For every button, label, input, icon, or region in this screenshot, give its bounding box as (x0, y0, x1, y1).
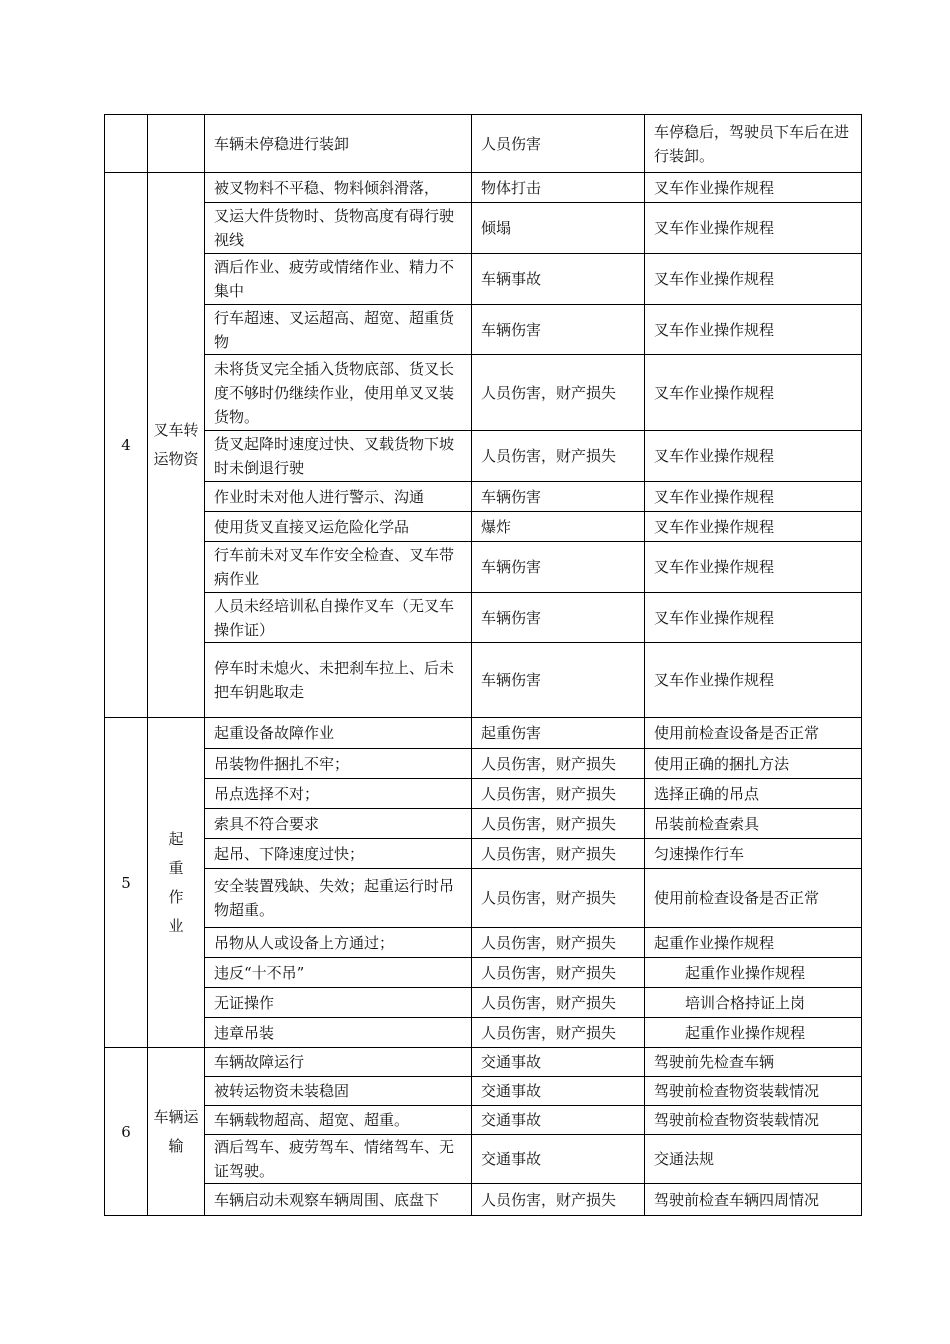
table-row (105, 1135, 862, 1184)
consequence-cell: 人员伤害，财产损失 (472, 809, 645, 839)
measure-cell: 叉车作业操作规程 (645, 305, 862, 355)
measure-cell: 叉车作业操作规程 (645, 203, 862, 254)
hazard-cell: 吊点选择不对； (205, 779, 472, 809)
consequence-cell: 人员伤害，财产损失 (472, 958, 645, 988)
hazard-cell: 货叉起降时速度过快、叉载货物下坡时未倒退行驶 (205, 431, 472, 482)
consequence-cell: 车辆伤害 (472, 542, 645, 593)
activity-cell (148, 115, 205, 173)
table-row (105, 593, 862, 643)
consequence-cell: 人员伤害，财产损失 (472, 1184, 645, 1216)
measure-cell: 起重作业操作规程 (645, 928, 862, 958)
measure-cell: 使用前检查设备是否正常 (645, 869, 862, 928)
hazard-cell: 起吊、下降速度过快； (205, 839, 472, 869)
activity-label: 车辆运输 (153, 1107, 199, 1155)
table-row (105, 115, 862, 173)
measure-cell: 驾驶前先检查车辆 (645, 1048, 862, 1077)
consequence-cell: 起重伤害 (472, 718, 645, 749)
hazard-cell: 车辆启动未观察车辆周围、底盘下 (205, 1184, 472, 1216)
consequence-cell: 车辆伤害 (472, 643, 645, 718)
hazard-cell: 吊物从人或设备上方通过； (205, 928, 472, 958)
hazard-cell: 车辆未停稳进行装卸 (205, 115, 472, 173)
table-row (105, 1018, 862, 1048)
table-row (105, 355, 862, 431)
risk-table (104, 114, 862, 1216)
hazard-cell: 车辆载物超高、超宽、超重。 (205, 1106, 472, 1135)
table-row (105, 928, 862, 958)
measure-cell: 选择正确的吊点 (645, 779, 862, 809)
hazard-cell: 无证操作 (205, 988, 472, 1018)
activity-cell (148, 718, 205, 1048)
hazard-cell: 吊装物件捆扎不牢； (205, 749, 472, 779)
hazard-cell: 索具不符合要求 (205, 809, 472, 839)
activity-label: 叉车转运物资 (153, 421, 199, 468)
hazard-cell: 违反“十不吊” (205, 958, 472, 988)
table-row (105, 1106, 862, 1135)
consequence-cell: 人员伤害，财产损失 (472, 355, 645, 431)
table-row (105, 958, 862, 988)
hazard-cell: 行车超速、叉运超高、超宽、超重货物 (205, 305, 472, 355)
measure-cell: 吊装前检查索具 (645, 809, 862, 839)
measure-cell: 叉车作业操作规程 (645, 482, 862, 512)
consequence-cell: 车辆伤害 (472, 482, 645, 512)
group-number-cell: 6 (105, 1048, 148, 1216)
activity-cell (148, 1048, 205, 1216)
measure-cell: 车停稳后，驾驶员下车后在进行装卸。 (645, 115, 862, 173)
hazard-cell: 未将货叉完全插入货物底部、货叉长度不够时仍继续作业，使用单叉叉装货物。 (205, 355, 472, 431)
table-row (105, 1184, 862, 1216)
consequence-cell: 人员伤害，财产损失 (472, 928, 645, 958)
measure-cell: 叉车作业操作规程 (645, 173, 862, 203)
table-row (105, 869, 862, 928)
table-row (105, 718, 862, 749)
consequence-cell: 人员伤害，财产损失 (472, 869, 645, 928)
table-row (105, 512, 862, 542)
consequence-cell: 物体打击 (472, 173, 645, 203)
hazard-cell: 人员未经培训私自操作叉车（无叉车操作证） (205, 593, 472, 643)
measure-cell: 使用前检查设备是否正常 (645, 718, 862, 749)
table-row (105, 431, 862, 482)
group-number-cell: 4 (105, 173, 148, 718)
measure-cell: 叉车作业操作规程 (645, 254, 862, 305)
table-row (105, 254, 862, 305)
table-row (105, 173, 862, 203)
hazard-cell: 车辆故障运行 (205, 1048, 472, 1077)
measure-cell: 叉车作业操作规程 (645, 431, 862, 482)
measure-cell: 叉车作业操作规程 (645, 512, 862, 542)
measure-cell: 叉车作业操作规程 (645, 643, 862, 718)
measure-cell: 叉车作业操作规程 (645, 542, 862, 593)
hazard-cell: 酒后驾车、疲劳驾车、情绪驾车、无证驾驶。 (205, 1135, 472, 1184)
consequence-cell: 人员伤害，财产损失 (472, 839, 645, 869)
measure-cell: 叉车作业操作规程 (645, 355, 862, 431)
table-row (105, 203, 862, 254)
table-row (105, 542, 862, 593)
consequence-cell: 爆炸 (472, 512, 645, 542)
consequence-cell: 车辆事故 (472, 254, 645, 305)
hazard-cell: 使用货叉直接叉运危险化学品 (205, 512, 472, 542)
consequence-cell: 人员伤害，财产损失 (472, 749, 645, 779)
table-row (105, 305, 862, 355)
consequence-cell: 人员伤害，财产损失 (472, 779, 645, 809)
consequence-cell: 车辆伤害 (472, 593, 645, 643)
table-row (105, 809, 862, 839)
hazard-cell: 安全装置残缺、失效；起重运行时吊物超重。 (205, 869, 472, 928)
consequence-cell: 交通事故 (472, 1077, 645, 1106)
hazard-cell: 停车时未熄火、未把刹车拉上、后未把车钥匙取走 (205, 643, 472, 718)
consequence-cell: 倾塌 (472, 203, 645, 254)
measure-cell: 起重作业操作规程 (645, 1018, 862, 1048)
consequence-cell: 人员伤害，财产损失 (472, 1018, 645, 1048)
measure-cell: 使用正确的捆扎方法 (645, 749, 862, 779)
measure-cell: 驾驶前检查车辆四周情况 (645, 1184, 862, 1216)
table-row (105, 1077, 862, 1106)
measure-cell: 培训合格持证上岗 (645, 988, 862, 1018)
measure-cell: 叉车作业操作规程 (645, 593, 862, 643)
hazard-cell: 酒后作业、疲劳或情绪作业、精力不集中 (205, 254, 472, 305)
table-row (105, 779, 862, 809)
consequence-cell: 交通事故 (472, 1106, 645, 1135)
hazard-cell: 行车前未对叉车作安全检查、叉车带病作业 (205, 542, 472, 593)
consequence-cell: 人员伤害 (472, 115, 645, 173)
table-row (105, 988, 862, 1018)
consequence-cell: 交通事故 (472, 1048, 645, 1077)
table-row (105, 643, 862, 718)
measure-cell: 驾驶前检查物资装载情况 (645, 1077, 862, 1106)
activity-cell (148, 173, 205, 718)
consequence-cell: 人员伤害，财产损失 (472, 988, 645, 1018)
consequence-cell: 交通事故 (472, 1135, 645, 1184)
hazard-cell: 被转运物资未装稳固 (205, 1077, 472, 1106)
hazard-cell: 作业时未对他人进行警示、沟通 (205, 482, 472, 512)
activity-label: 起重作业 (168, 829, 184, 935)
measure-cell: 驾驶前检查物资装载情况 (645, 1106, 862, 1135)
hazard-cell: 叉运大件货物时、货物高度有碍行驶视线 (205, 203, 472, 254)
group-number-cell (105, 115, 148, 173)
measure-cell: 交通法规 (645, 1135, 862, 1184)
hazard-cell: 违章吊装 (205, 1018, 472, 1048)
risk-table-body (105, 115, 862, 1216)
table-row (105, 839, 862, 869)
table-row (105, 482, 862, 512)
hazard-cell: 被叉物料不平稳、物料倾斜滑落， (205, 173, 472, 203)
table-row (105, 1048, 862, 1077)
measure-cell: 匀速操作行车 (645, 839, 862, 869)
consequence-cell: 车辆伤害 (472, 305, 645, 355)
consequence-cell: 人员伤害，财产损失 (472, 431, 645, 482)
group-number-cell: 5 (105, 718, 148, 1048)
table-row (105, 749, 862, 779)
hazard-cell: 起重设备故障作业 (205, 718, 472, 749)
measure-cell: 起重作业操作规程 (645, 958, 862, 988)
